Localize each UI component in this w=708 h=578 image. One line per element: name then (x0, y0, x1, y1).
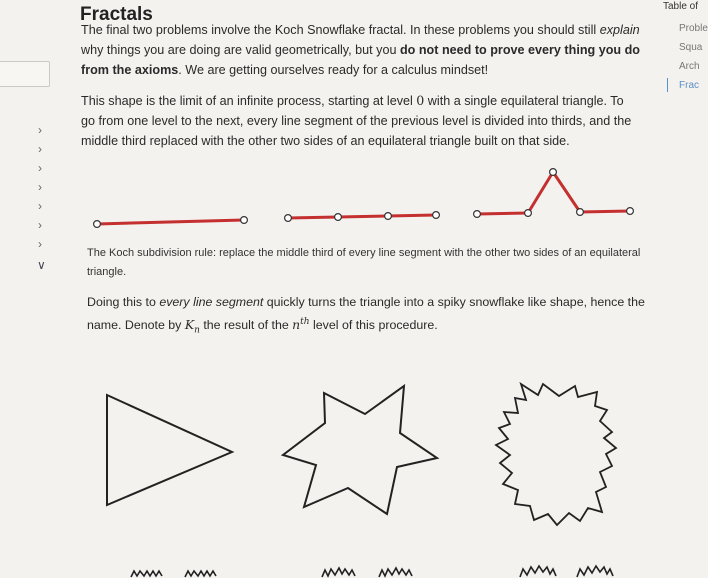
chevron-right-icon[interactable]: › (38, 199, 42, 213)
koch-level-2-shape (496, 384, 616, 525)
toc-item-problems[interactable]: Proble (679, 23, 708, 34)
page-title: Fractals (80, 4, 153, 25)
chevron-right-icon[interactable]: › (38, 123, 42, 137)
chevron-right-icon[interactable]: › (38, 161, 42, 175)
koch-step-3 (474, 169, 634, 218)
toc-active-indicator (667, 78, 668, 92)
toc-item-squares[interactable]: Squa (679, 42, 703, 53)
koch-curves-bottom-row (131, 566, 613, 577)
chevron-right-icon[interactable]: › (38, 142, 42, 156)
chevron-right-icon[interactable]: › (38, 237, 42, 251)
chevron-down-icon[interactable]: ∨ (37, 258, 46, 272)
koch-level-0-shape (107, 395, 232, 505)
figure-caption: The Koch subdivision rule: replace the middle third of every line segment with the other two sides of an equilateral triangle. (87, 247, 641, 278)
koch-step-1 (94, 217, 248, 228)
toc-item-archimedes[interactable]: Arch (679, 61, 700, 72)
toc-title: Table of (663, 1, 699, 12)
chevron-right-icon[interactable]: › (38, 218, 42, 232)
koch-step-2 (285, 212, 440, 222)
chevron-right-icon[interactable]: › (38, 180, 42, 194)
intro-paragraph: The final two problems involve the Koch Snowflake fractal. In these problems you should still explain why things you are doing are valid geometrically, but you do not need to prove every thing you do from the axioms. We are getting ourselves ready for a calculus mindset! (81, 23, 640, 77)
koch-level-1-shape (283, 386, 437, 514)
process-paragraph: This shape is the limit of an infinite process, starting at level 0 with a single equilateral triangle. To go from one level to the next, every line segment of the previous level is divided into thirds, and the middle third replaced with the other two sides of an equilateral triangle built on that side. (81, 93, 632, 148)
snowflake-paragraph: Doing this to every line segment quickly turns the triangle into a spiky snowflake like shape, hence the name. Denote by $K_n$ the result of the $n^{th}$ level of this procedure. (87, 295, 645, 336)
toc-item-fractals[interactable]: Frac (679, 80, 699, 91)
